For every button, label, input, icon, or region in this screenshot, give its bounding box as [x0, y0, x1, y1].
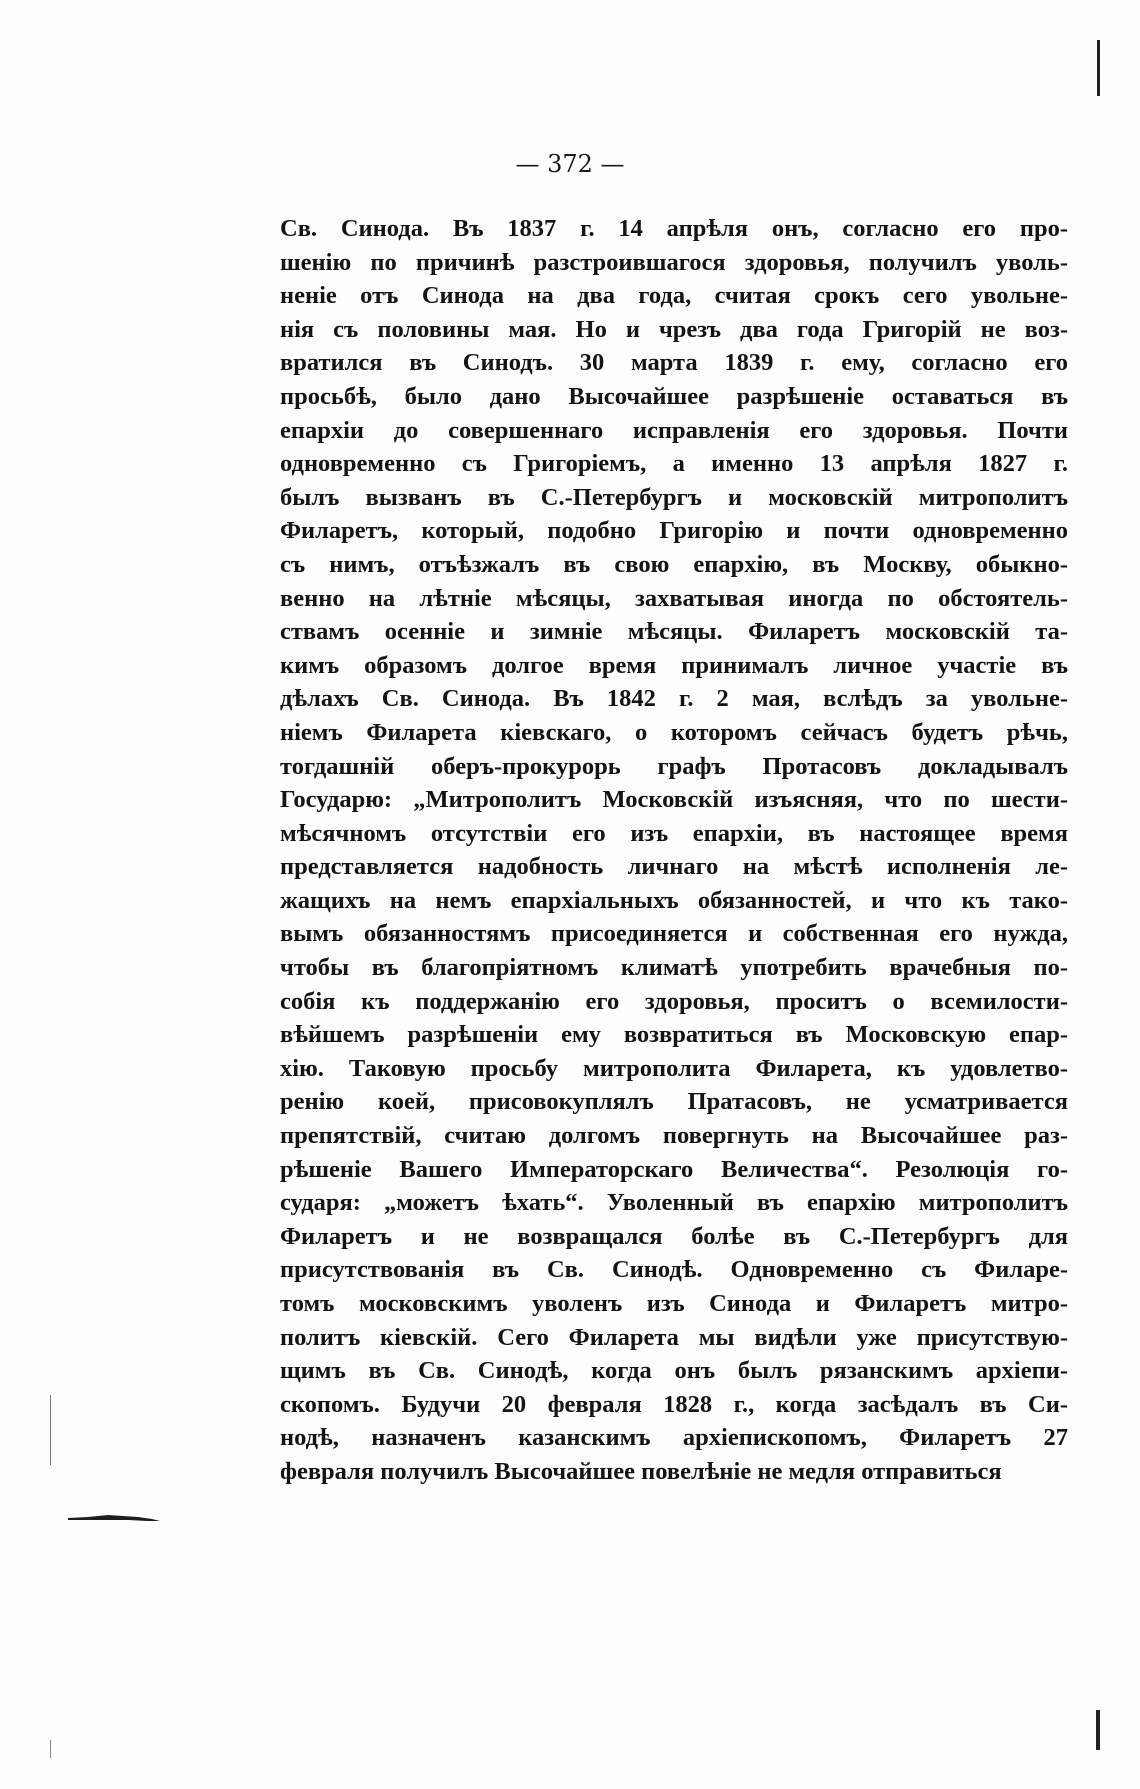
text-line: одновременно съ Григоріемъ, а именно 13 апрѣля 1827 г.	[280, 450, 1068, 478]
text-line: шенію по причинѣ разстроившагося здоровья, получилъ уволь-	[280, 248, 1068, 276]
text-line: былъ вызванъ въ С.-Петербургъ и московскій митрополитъ	[280, 483, 1068, 511]
text-line: жащихъ на немъ епархіальныхъ обязанностей, и что къ тако-	[280, 886, 1068, 914]
text-line: скопомъ. Будучи 20 февраля 1828 г., когда засѣдалъ въ Си-	[280, 1390, 1068, 1418]
scan-edge-mark-left-low	[50, 1740, 51, 1758]
text-line: тогдашній оберъ-прокурорь графъ Протасовъ докладывалъ	[280, 752, 1068, 780]
text-line: щимъ въ Св. Синодѣ, когда онъ былъ рязанскимъ архіепи-	[280, 1357, 1068, 1385]
text-line: февраля получилъ Высочайшее повелѣніе не медля отправиться	[280, 1457, 1002, 1485]
scan-edge-mark-top	[1097, 40, 1100, 96]
text-line: ренію коей, присовокуплялъ Пратасовъ, не усматривается	[280, 1088, 1068, 1116]
scan-edge-mark-left	[50, 1395, 51, 1465]
text-line: ніемъ Филарета кіевскаго, о которомъ сейчасъ будетъ рѣчь,	[280, 718, 1068, 746]
text-line: венно на лѣтніе мѣсяцы, захватывая иногда по обстоятель-	[280, 584, 1068, 612]
text-line: неніе отъ Синода на два года, считая срокъ сего увольне-	[280, 282, 1068, 310]
text-line: Филаретъ и не возвращался болѣе въ С.-Петербургъ для	[280, 1222, 1068, 1250]
scan-edge-mark-bottom	[1096, 1710, 1100, 1750]
text-line: нія съ половины мая. Но и чрезъ два года Григорій не воз-	[280, 315, 1068, 343]
body-text	[280, 212, 1068, 1489]
text-line: препятствій, считаю долгомъ повергнуть на Высочайшее раз-	[280, 1122, 1068, 1150]
text-line: дѣлахъ Св. Синода. Въ 1842 г. 2 мая, вслѣдъ за увольне-	[280, 685, 1068, 713]
text-line: сударя: „можетъ ѣхать“. Уволенный въ епархію митрополитъ	[280, 1189, 1068, 1217]
text-line: рѣшеніе Вашего Императорскаго Величества“. Резолюція го-	[280, 1155, 1068, 1183]
text-line: кимъ образомъ долгое время принималъ личное участіе въ	[280, 651, 1068, 679]
text-line: Филаретъ, который, подобно Григорію и почти одновременно	[280, 517, 1068, 545]
text-line: Св. Синода. Въ 1837 г. 14 апрѣля онъ, согласно его про-	[280, 215, 1068, 242]
text-line: вѣйшемъ разрѣшеніи ему возвратиться въ Московскую епар-	[280, 1021, 1068, 1049]
text-line: Государю: „Митрополитъ Московскій изъясняя, что по шести-	[280, 786, 1068, 814]
text-line: мѣсячномъ отсутствіи его изъ епархіи, въ настоящее время	[280, 819, 1068, 847]
text-line: чтобы въ благопріятномъ климатѣ употребить врачебныя по-	[280, 954, 1068, 982]
text-line: хію. Таковую просьбу митрополита Филарета, къ удовлетво-	[280, 1054, 1068, 1082]
text-line: присутствованія въ Св. Синодѣ. Одновременно съ Филаре-	[280, 1256, 1068, 1284]
text-line: просьбѣ, было дано Высочайшее разрѣшеніе оставаться въ	[280, 382, 1068, 410]
text-line: ствамъ осенніе и зимніе мѣсяцы. Филаретъ московскій та-	[280, 618, 1068, 646]
text-line: епархіи до совершеннаго исправленія его здоровья. Почти	[280, 416, 1068, 444]
text-line: съ нимъ, отъѣзжалъ въ свою епархію, въ Москву, обыкно-	[280, 550, 1068, 578]
text-line: вратился въ Синодъ. 30 марта 1839 г. ему, согласно его	[280, 349, 1068, 377]
text-line: вымъ обязанностямъ присоединяется и собственная его нужда,	[280, 920, 1068, 948]
text-line: нодѣ, назначенъ казанскимъ архіепископомъ, Филаретъ 27	[280, 1424, 1068, 1452]
text-line: представляется надобность личнаго на мѣстѣ исполненія ле-	[280, 853, 1068, 881]
text-line: томъ московскимъ уволенъ изъ Синода и Филаретъ митро-	[280, 1290, 1068, 1317]
text-line: собія къ поддержанію его здоровья, проситъ о всемилости-	[280, 987, 1068, 1015]
text-line: политъ кіевскій. Сего Филарета мы видѣли уже присутствую-	[280, 1323, 1068, 1351]
scan-ink-smudge	[68, 1512, 160, 1522]
page-number: — 372 —	[515, 150, 625, 178]
